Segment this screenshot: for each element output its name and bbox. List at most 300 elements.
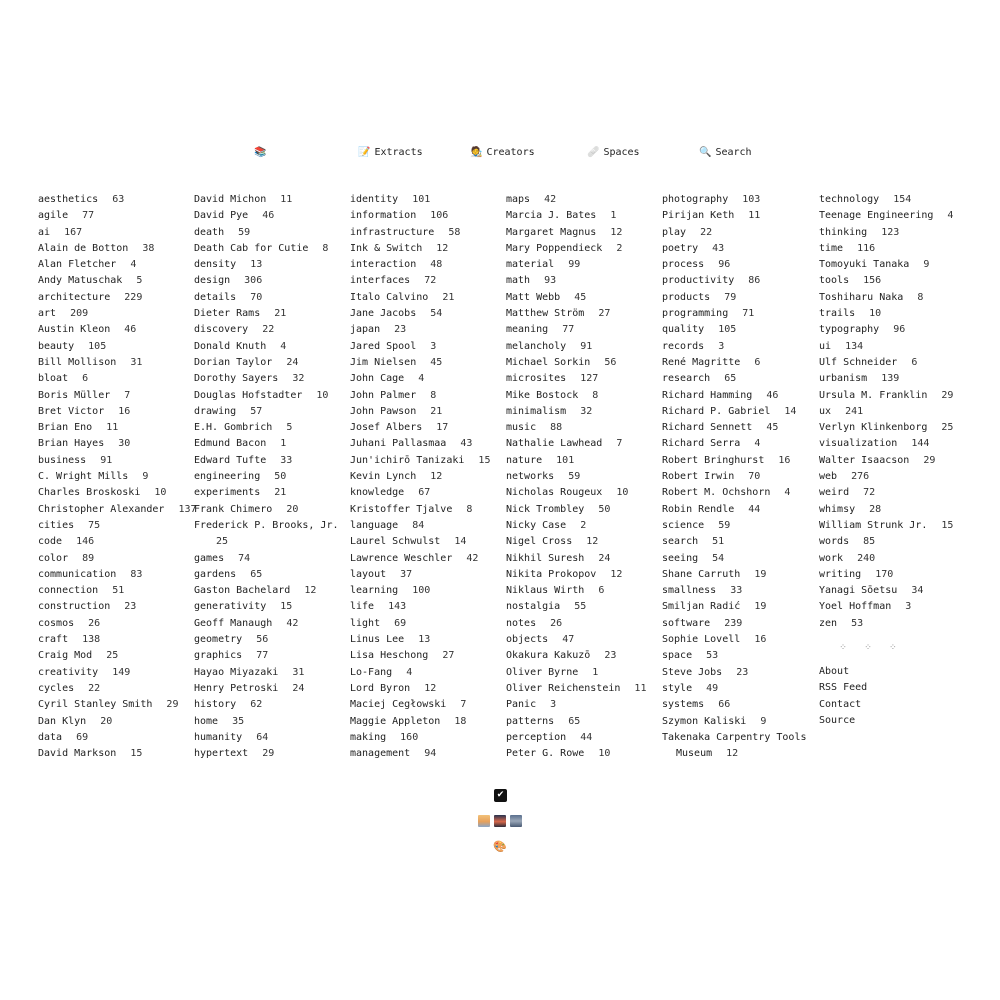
tag-link[interactable] [819,518,971,534]
tag-link[interactable] [819,453,971,469]
tag-link[interactable] [38,420,190,436]
tag-link[interactable] [662,453,814,469]
tag-link[interactable] [506,648,658,664]
tag-link[interactable] [506,371,658,387]
tag-link[interactable] [662,714,814,730]
tag-count: 51 [112,585,125,597]
tag-link[interactable] [662,665,814,681]
tag-name: Douglas Hofstadter [194,389,303,401]
tag-link[interactable] [194,339,346,355]
tag-name: Maggie Appleton [350,715,441,727]
tag-count: 94 [424,748,437,760]
tag-link[interactable] [506,616,658,632]
tag-name: Marcia J. Bates [506,210,597,222]
tag-link[interactable] [662,241,814,257]
tag-link[interactable] [350,681,502,697]
tag-name: Mary Poppendieck [506,242,603,254]
tag-link[interactable] [194,322,346,338]
tag-count: 59 [238,226,251,238]
tag-link[interactable] [662,290,814,306]
tag-link[interactable] [350,355,502,371]
tag-link[interactable] [506,290,658,306]
tag-link[interactable] [819,436,971,452]
tag-name: space [662,650,693,662]
tag-link[interactable] [662,697,814,713]
tag-name: business [38,454,87,466]
tag-name: typography [819,324,880,336]
tag-count: 137 [178,503,197,515]
tag-link[interactable] [350,339,502,355]
tag-column-3 [350,192,502,762]
tag-link[interactable] [194,436,346,452]
tag-count: 3 [718,340,725,352]
tag-link[interactable] [506,583,658,599]
tag-link[interactable] [350,322,502,338]
tag-link[interactable] [662,208,814,224]
tag-link[interactable] [194,290,346,306]
footer-link-about[interactable]: About [819,666,850,678]
tag-link[interactable] [662,583,814,599]
tag-name: Geoff Manaugh [194,617,273,629]
tag-count: 85 [863,536,876,548]
tag-link[interactable] [350,714,502,730]
footer-link-contact[interactable]: Contact [819,698,862,710]
tag-link[interactable] [819,355,971,371]
tag-link[interactable] [506,485,658,501]
tag-link[interactable] [350,632,502,648]
tag-link[interactable] [38,518,190,534]
tag-count: 54 [712,552,725,564]
tag-link[interactable] [662,322,814,338]
tag-count: 154 [893,194,912,205]
tag-name: Boris Müller [38,389,111,401]
tag-link[interactable] [38,208,190,224]
tag-link[interactable] [350,730,502,746]
tag-link[interactable] [662,485,814,501]
tag-link[interactable] [194,192,346,208]
tag-link[interactable] [662,599,814,615]
tag-link[interactable] [662,681,814,697]
tag-link[interactable] [662,436,814,452]
tag-link[interactable] [350,599,502,615]
tag-link[interactable] [662,355,814,371]
nav-extracts-label: Extracts [374,147,423,158]
tag-link[interactable] [662,273,814,289]
tag-link[interactable] [662,567,814,583]
night-sunset-thumbnail[interactable] [494,815,506,827]
tag-count: 58 [448,226,461,238]
tag-link[interactable] [194,241,346,257]
tag-link[interactable] [194,453,346,469]
tag-count: 71 [742,308,755,320]
tag-name: Nigel Cross [506,536,573,548]
tag-link[interactable] [506,502,658,518]
nav-creators[interactable] [470,147,535,158]
tag-link[interactable] [38,534,190,550]
tag-name: C. Wright Mills [38,471,129,483]
tag-link[interactable] [662,632,814,648]
tag-link[interactable] [819,534,971,550]
tag-link[interactable] [38,404,190,420]
tag-name: Nikhil Suresh [506,552,585,564]
nav-search[interactable] [699,147,752,158]
tag-name: humanity [194,731,243,743]
tag-count: 28 [869,503,882,515]
tag-name: seeing [662,552,699,564]
tag-link[interactable] [350,241,502,257]
tag-link[interactable] [194,371,346,387]
tag-name: music [506,422,537,434]
tag-link[interactable] [38,583,190,599]
tag-link[interactable] [350,518,502,534]
tag-link[interactable] [819,306,971,322]
tag-link[interactable] [350,551,502,567]
tag-link[interactable] [350,567,502,583]
tag-link[interactable] [506,355,658,371]
tag-link[interactable] [350,616,502,632]
tag-link[interactable] [350,371,502,387]
tag-count: 56 [604,356,617,368]
sunset-thumbnail[interactable] [478,815,490,827]
tag-link[interactable] [38,730,190,746]
tag-link[interactable] [819,420,971,436]
tag-link[interactable] [38,551,190,567]
tag-count: 240 [857,552,876,564]
tag-link[interactable] [350,420,502,436]
tag-name: code [38,536,63,548]
milky-way-thumbnail[interactable] [510,815,522,827]
tag-link[interactable] [194,746,346,762]
tag-link[interactable] [350,453,502,469]
tag-link[interactable] [819,257,971,273]
tag-count: 3 [430,340,437,352]
tag-link[interactable] [194,681,346,697]
tag-link[interactable] [194,714,346,730]
tag-link[interactable] [194,485,346,501]
tag-link[interactable] [506,534,658,550]
tag-name: data [38,731,63,743]
tag-link[interactable] [194,665,346,681]
tag-link[interactable] [506,404,658,420]
tag-link[interactable] [662,616,814,632]
tag-count: 12 [610,568,623,580]
tag-count: 29 [262,748,275,760]
tag-link[interactable] [506,225,658,241]
tag-link[interactable] [662,420,814,436]
tag-link[interactable] [662,469,814,485]
checkmark-icon[interactable]: ✔ [494,789,507,802]
tag-name: architecture [38,291,111,303]
tag-link[interactable] [38,388,190,404]
tag-link[interactable] [38,453,190,469]
tag-link[interactable] [38,241,190,257]
tag-name: perception [506,731,567,743]
tag-name: visualization [819,438,898,450]
nav-spaces[interactable] [587,147,640,158]
tag-link[interactable] [38,632,190,648]
tag-link[interactable] [38,225,190,241]
tag-count: 96 [893,324,906,336]
tag-link[interactable] [506,257,658,273]
tag-link[interactable] [350,534,502,550]
tag-name: beauty [38,340,75,352]
tag-link[interactable] [38,469,190,485]
tag-name: cosmos [38,617,75,629]
tag-link[interactable] [350,257,502,273]
tag-link[interactable] [506,339,658,355]
tag-link[interactable] [506,714,658,730]
tag-count: 63 [112,194,125,205]
tag-count: 43 [712,242,725,254]
tag-name: Gaston Bachelard [194,585,291,597]
tag-link[interactable] [350,648,502,664]
tag-link[interactable] [350,290,502,306]
tag-link[interactable] [662,551,814,567]
tag-name: Jim Nielsen [350,356,417,368]
tag-link[interactable] [350,404,502,420]
tag-link[interactable] [350,306,502,322]
tag-link[interactable] [819,241,971,257]
tag-link[interactable] [194,273,346,289]
tag-link[interactable] [350,502,502,518]
tag-name: layout [350,568,387,580]
tag-link[interactable] [819,485,971,501]
tag-link[interactable] [194,208,346,224]
footer-link-source[interactable]: Source [819,714,856,726]
tag-link[interactable] [350,208,502,224]
tag-name: Ink & Switch [350,242,423,254]
tag-link[interactable] [194,551,346,567]
tag-count: 46 [262,210,275,222]
tag-link[interactable] [38,502,197,518]
tag-name: Jun'ichirō Tanizaki [350,454,465,466]
tag-link[interactable] [194,355,346,371]
tag-link[interactable] [350,192,502,208]
tag-link[interactable] [819,371,971,387]
tag-link[interactable] [506,551,658,567]
tag-count: 13 [418,634,431,646]
tag-link[interactable] [819,339,971,355]
tag-link[interactable] [506,518,658,534]
tag-link[interactable] [38,616,190,632]
tag-link[interactable] [38,339,190,355]
tag-name: Jared Spool [350,340,417,352]
tag-link[interactable] [194,616,346,632]
tag-link[interactable] [819,469,971,485]
tag-link[interactable] [350,583,502,599]
tag-count: 10 [598,748,611,760]
tag-count: 24 [292,682,305,694]
tag-link[interactable] [506,746,658,762]
tag-link[interactable] [194,404,346,420]
tag-name: identity [350,194,399,205]
tag-link[interactable] [506,567,658,583]
tag-link[interactable] [38,648,190,664]
tag-link[interactable] [506,697,658,713]
tag-name: material [506,259,555,271]
tag-count: 5 [286,422,293,434]
tag-link[interactable] [819,388,971,404]
tag-name: Richard Hamming [662,389,753,401]
tag-link[interactable] [819,192,971,208]
tag-count: 50 [598,503,611,515]
tag-link[interactable] [662,534,814,550]
tag-name: David Michon [194,194,267,205]
tag-link[interactable] [819,322,971,338]
tag-count: 12 [436,242,449,254]
tag-count: 134 [845,340,864,352]
tag-link[interactable] [194,502,346,518]
tag-count: 18 [454,715,467,727]
tag-link[interactable] [350,746,502,762]
tag-name: Robert Irwin [662,471,735,483]
tag-link[interactable] [350,388,502,404]
tag-link[interactable] [662,648,814,664]
tag-count: 22 [88,682,101,694]
tag-link[interactable] [506,306,658,322]
tag-link[interactable] [506,665,658,681]
tag-link[interactable] [506,420,658,436]
tag-link[interactable] [38,436,190,452]
tag-name: Shane Carruth [662,568,741,580]
footer-link-rss-feed[interactable]: RSS Feed [819,682,868,694]
tag-link[interactable] [194,518,348,551]
tag-link[interactable] [819,599,971,615]
tag-link[interactable] [506,208,658,224]
tag-link[interactable] [38,681,190,697]
tag-link[interactable] [506,241,658,257]
tag-link[interactable] [38,290,190,306]
tag-link[interactable] [350,436,502,452]
tag-link[interactable] [506,388,658,404]
tag-count: 6 [754,356,761,368]
tag-link[interactable] [194,697,346,713]
tag-link[interactable] [194,632,346,648]
tag-link[interactable] [662,518,814,534]
tag-link[interactable] [38,599,190,615]
tag-link[interactable] [662,192,814,208]
tag-link[interactable] [662,225,814,241]
tag-link[interactable] [350,485,502,501]
tag-count: 72 [863,487,876,499]
palette-icon[interactable]: 🎨 [493,840,507,853]
artist-icon: 🧑‍🎨 [470,147,483,158]
tag-link[interactable] [506,322,658,338]
tag-link[interactable] [38,257,190,273]
tag-link[interactable] [350,665,502,681]
tag-link[interactable] [194,388,346,404]
tag-name: light [350,617,381,629]
tag-link[interactable] [506,192,658,208]
tag-link[interactable] [819,225,971,241]
tag-link[interactable] [506,599,658,615]
tag-name: productivity [662,275,735,287]
tag-name: Lord Byron [350,682,411,694]
tag-link[interactable] [662,730,816,763]
tag-count: 149 [112,666,131,678]
tag-link[interactable] [819,502,971,518]
tag-link[interactable] [38,697,190,713]
tag-link[interactable] [38,714,190,730]
tag-link[interactable] [350,697,502,713]
tag-link[interactable] [506,469,658,485]
tag-link[interactable] [194,469,346,485]
tag-link[interactable] [38,306,190,322]
tag-link[interactable] [194,567,346,583]
tag-name: zen [819,617,838,629]
tag-link[interactable] [194,225,346,241]
tag-link[interactable] [506,273,658,289]
tag-count: 146 [76,536,95,548]
tag-link[interactable] [819,567,971,583]
tag-link[interactable] [662,306,814,322]
tag-link[interactable] [38,273,190,289]
tag-link[interactable] [506,681,658,697]
tag-link[interactable] [662,404,814,420]
tag-link[interactable] [194,257,346,273]
tag-count: 12 [726,748,739,760]
tag-link[interactable] [662,257,814,273]
nav-extracts[interactable] [358,147,423,158]
tag-link[interactable] [194,730,346,746]
home-link[interactable] [254,147,270,158]
tag-link[interactable] [38,192,190,208]
tag-link[interactable] [662,339,814,355]
tag-link[interactable] [38,355,190,371]
tag-link[interactable] [662,371,814,387]
tag-link[interactable] [819,273,971,289]
tag-link[interactable] [819,551,971,567]
tag-link[interactable] [819,208,971,224]
tag-link[interactable] [506,632,658,648]
tag-link[interactable] [506,436,658,452]
tag-link[interactable] [662,388,814,404]
tag-link[interactable] [662,502,814,518]
tag-count: 6 [911,356,918,368]
tag-count: 10 [154,487,167,499]
tag-link[interactable] [38,371,190,387]
tag-count: 14 [784,405,797,417]
tag-link[interactable] [194,420,346,436]
tag-link[interactable] [194,599,346,615]
tag-link[interactable] [38,665,190,681]
tag-link[interactable] [194,583,346,599]
tag-link[interactable] [38,746,190,762]
tag-link[interactable] [506,730,658,746]
tag-name: Ulf Schneider [819,356,898,368]
tag-link[interactable] [819,616,971,632]
tag-link[interactable] [819,583,971,599]
tag-link[interactable] [819,404,971,420]
tag-name: Michael Sorkin [506,356,591,368]
tag-name: Richard P. Gabriel [662,405,771,417]
tag-name: programming [662,308,729,320]
tag-name: Donald Knuth [194,340,267,352]
tag-link[interactable] [350,273,502,289]
tag-link[interactable] [350,469,502,485]
tag-link[interactable] [819,290,971,306]
tag-count: 25 [941,422,954,434]
tag-link[interactable] [350,225,502,241]
tag-link[interactable] [38,322,190,338]
tag-count: 101 [412,194,431,205]
tag-link[interactable] [194,306,346,322]
tag-link[interactable] [194,648,346,664]
tag-link[interactable] [38,567,190,583]
tag-link[interactable] [38,485,190,501]
tag-name: management [350,748,411,760]
tag-link[interactable] [506,453,658,469]
